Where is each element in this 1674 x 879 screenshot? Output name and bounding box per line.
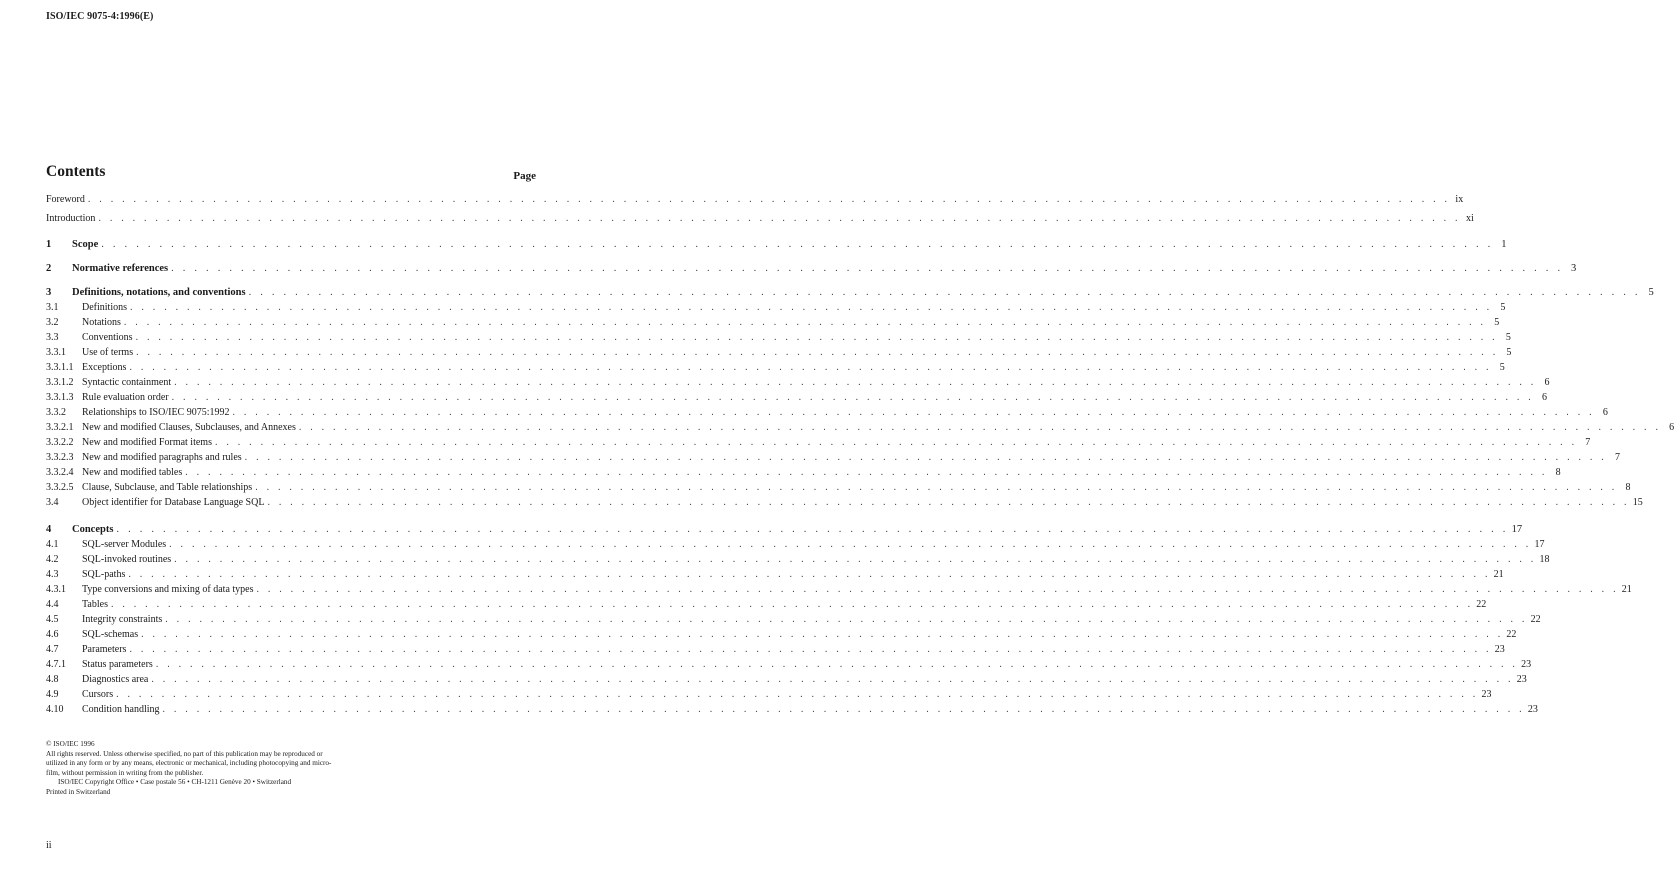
toc-entry-number: 3.3.1 [46, 347, 66, 358]
toc-entry-title: Relationships to ISO/IEC 9075:1992 [82, 407, 230, 418]
toc-entry-title: Scope [72, 239, 99, 250]
toc-leader-dots: . . . . . . . . . . . . . . . . . . . . . . . . . . . . . . . . . . . . . . . . . . . . . . . . . . . . . . . . . . . . . . . . . . . . . . . . . . . . . . . . . . . . . . . . . . . . . . . . . . . . . . . . . . . . . . . . . . . . . . . . [136, 347, 1499, 358]
toc-entry-page: 7 [1585, 437, 1591, 448]
toc-entry-title: New and modified paragraphs and rules [82, 452, 242, 463]
toc-entry-title: SQL-schemas [82, 629, 139, 640]
toc-entry-page: 23 [1494, 644, 1505, 655]
toc-leader-dots: . . . . . . . . . . . . . . . . . . . . . . . . . . . . . . . . . . . . . . . . . . . . . . . . . . . . . . . . . . . . . . . . . . . . . . . . . . . . . . . . . . . . . . . . . . . . . . . . . . . . . . . . . . . . . . . . . . . . . . . . [174, 554, 1537, 565]
toc-entry [46, 702, 1538, 717]
rights-line: utilized in any form or by any means, electronic or mechanical, including photocopying and micro- [46, 759, 332, 768]
toc-entry-page: 5 [1506, 347, 1512, 358]
toc-entry-number: 4.3.1 [46, 584, 66, 595]
toc-leader-dots: . . . . . . . . . . . . . . . . . . . . . . . . . . . . . . . . . . . . . . . . . . . . . . . . . . . . . . . . . . . . . . . . . . . . . . . . . . . . . . . . . . . . . . . . . . . . . . . . . . . . . . . . . . . . . . . . . . . . . . . . [171, 392, 1534, 403]
toc-entry-number: 4.10 [46, 704, 64, 715]
toc-entry-page: 18 [1539, 554, 1550, 565]
toc-leader-dots: . . . . . . . . . . . . . . . . . . . . . . . . . . . . . . . . . . . . . . . . . . . . . . . . . . . . . . . . . . . . . . . . . . . . . . . . . . . . . . . . . . . . . . . . . . . . . . . . . . . . . . . . . . . . . . . . . . . . . . . . [255, 482, 1618, 493]
toc-entry-number: 3.3.1.2 [46, 377, 74, 388]
toc-entry-title: New and modified tables [82, 467, 183, 478]
toc-entry [46, 627, 1517, 642]
toc-entry-page: 5 [1648, 287, 1654, 298]
toc-entry-number: 3 [46, 287, 52, 298]
toc-leader-dots: . . . . . . . . . . . . . . . . . . . . . . . . . . . . . . . . . . . . . . . . . . . . . . . . . . . . . . . . . . . . . . . . . . . . . . . . . . . . . . . . . . . . . . . . . . . . . . . . . . . . . . . . . . . . . . . . . . . . . . . . [129, 362, 1492, 373]
toc-entry-page: 7 [1614, 452, 1620, 463]
toc-leader-dots: . . . . . . . . . . . . . . . . . . . . . . . . . . . . . . . . . . . . . . . . . . . . . . . . . . . . . . . . . . . . . . . . . . . . . . . . . . . . . . . . . . . . . . . . . . . . . . . . . . . . . . . . . . . . . . . . . . . . . . . . [98, 213, 1461, 224]
toc-entry [46, 211, 1474, 226]
toc-entry-number: 1 [46, 239, 52, 250]
toc-entry [46, 360, 1505, 375]
toc-entry [46, 285, 1654, 300]
toc-entry-page: 6 [1544, 377, 1550, 388]
toc-entry-page: 23 [1516, 674, 1527, 685]
toc-entry-title: Foreword [46, 194, 85, 205]
toc-entry-title: Use of terms [82, 347, 134, 358]
toc-entry-number: 3.3.2.2 [46, 437, 74, 448]
toc-entry [46, 375, 1550, 390]
toc-entry-title: SQL-invoked routines [82, 554, 172, 565]
toc-leader-dots: . . . . . . . . . . . . . . . . . . . . . . . . . . . . . . . . . . . . . . . . . . . . . . . . . . . . . . . . . . . . . . . . . . . . . . . . . . . . . . . . . . . . . . . . . . . . . . . . . . . . . . . . . . . . . . . . . . . . . . . . [298, 422, 1662, 433]
toc-entry [46, 672, 1527, 687]
toc-entry-page: 6 [1669, 422, 1674, 433]
toc-leader-dots: . . . . . . . . . . . . . . . . . . . . . . . . . . . . . . . . . . . . . . . . . . . . . . . . . . . . . . . . . . . . . . . . . . . . . . . . . . . . . . . . . . . . . . . . . . . . . . . . . . . . . . . . . . . . . . . . . . . . . . . . [110, 599, 1474, 610]
toc-entry [46, 552, 1550, 567]
toc-entry-title: New and modified Format items [82, 437, 212, 448]
toc-leader-dots: . . . . . . . . . . . . . . . . . . . . . . . . . . . . . . . . . . . . . . . . . . . . . . . . . . . . . . . . . . . . . . . . . . . . . . . . . . . . . . . . . . . . . . . . . . . . . . . . . . . . . . . . . . . . . . . . . . . . . . . . [165, 614, 1528, 625]
toc-entry-title: Parameters [82, 644, 127, 655]
toc-entry-number: 3.3.2.1 [46, 422, 74, 433]
toc-leader-dots: . . . . . . . . . . . . . . . . . . . . . . . . . . . . . . . . . . . . . . . . . . . . . . . . . . . . . . . . . . . . . . . . . . . . . . . . . . . . . . . . . . . . . . . . . . . . . . . . . . . . . . . . . . . . . . . . . . . . . . . . [232, 407, 1595, 418]
toc-entry-number: 4.5 [46, 614, 59, 625]
toc-entry-number: 3.3.2.3 [46, 452, 74, 463]
toc-entry-number: 4.7.1 [46, 659, 66, 670]
toc-entry-page: 22 [1530, 614, 1541, 625]
toc-leader-dots: . . . . . . . . . . . . . . . . . . . . . . . . . . . . . . . . . . . . . . . . . . . . . . . . . . . . . . . . . . . . . . . . . . . . . . . . . . . . . . . . . . . . . . . . . . . . . . . . . . . . . . . . . . . . . . . . . . . . . . . . [169, 539, 1532, 550]
document-id-header: ISO/IEC 9075-4:1996(E) [46, 11, 154, 22]
toc-entry [46, 450, 1620, 465]
toc-entry [46, 315, 1500, 330]
toc-leader-dots: . . . . . . . . . . . . . . . . . . . . . . . . . . . . . . . . . . . . . . . . . . . . . . . . . . . . . . . . . . . . . . . . . . . . . . . . . . . . . . . . . . . . . . . . . . . . . . . . . . . . . . . . . . . . . . . . . . . . . . . . [171, 263, 1564, 274]
toc-entry [46, 687, 1492, 702]
toc-entry [46, 465, 1561, 480]
toc-entry-page: xi [1465, 213, 1474, 224]
toc-leader-dots: . . . . . . . . . . . . . . . . . . . . . . . . . . . . . . . . . . . . . . . . . . . . . . . . . . . . . . . . . . . . . . . . . . . . . . . . . . . . . . . . . . . . . . . . . . . . . . . . . . . . . . . . . . . . . . . . . . . . . . . . [101, 239, 1494, 250]
toc-entry [46, 642, 1505, 657]
toc-leader-dots: . . . . . . . . . . . . . . . . . . . . . . . . . . . . . . . . . . . . . . . . . . . . . . . . . . . . . . . . . . . . . . . . . . . . . . . . . . . . . . . . . . . . . . . . . . . . . . . . . . . . . . . . . . . . . . . . . . . . . . . . [128, 569, 1491, 580]
toc-entry [46, 192, 1464, 207]
toc-entry-number: 3.3.2.5 [46, 482, 74, 493]
toc-entry [46, 237, 1507, 252]
copyright-office-line: ISO/IEC Copyright Office • Case postale 56 • CH-1211 Genève 20 • Switzerland [58, 778, 292, 787]
rights-line: All rights reserved. Unless otherwise specified, no part of this publication may be reproduced or [46, 749, 323, 758]
toc-entry-title: Exceptions [82, 362, 127, 373]
toc-entry-title: New and modified Clauses, Subclauses, and Annexes [82, 422, 296, 433]
toc-leader-dots: . . . . . . . . . . . . . . . . . . . . . . . . . . . . . . . . . . . . . . . . . . . . . . . . . . . . . . . . . . . . . . . . . . . . . . . . . . . . . . . . . . . . . . . . . . . . . . . . . . . . . . . . . . . . . . . . . . . . . . . . [151, 674, 1514, 685]
toc-entry [46, 420, 1674, 435]
toc-entry [46, 582, 1632, 597]
toc-entry-title: Status parameters [82, 659, 153, 670]
toc-entry-number: 4.3 [46, 569, 59, 580]
copyright-line: © ISO/IEC 1996 [46, 740, 95, 748]
toc-entry-number: 2 [46, 263, 52, 274]
toc-leader-dots: . . . . . . . . . . . . . . . . . . . . . . . . . . . . . . . . . . . . . . . . . . . . . . . . . . . . . . . . . . . . . . . . . . . . . . . . . . . . . . . . . . . . . . . . . . . . . . . . . . . . . . . . . . . . . . . . . . . . . . . . [244, 452, 1607, 463]
toc-entry-number: 3.3.2.4 [46, 467, 74, 478]
toc-entry-number: 3.3.1.1 [46, 362, 74, 373]
printed-in-line: Printed in Switzerland [46, 787, 111, 796]
toc-entry-page: 17 [1511, 524, 1523, 535]
toc-leader-dots: . . . . . . . . . . . . . . . . . . . . . . . . . . . . . . . . . . . . . . . . . . . . . . . . . . . . . . . . . . . . . . . . . . . . . . . . . . . . . . . . . . . . . . . . . . . . . . . . . . . . . . . . . . . . . . . . . . . . . . . . [267, 497, 1630, 508]
toc-entry-page: 5 [1494, 317, 1500, 328]
toc-leader-dots: . . . . . . . . . . . . . . . . . . . . . . . . . . . . . . . . . . . . . . . . . . . . . . . . . . . . . . . . . . . . . . . . . . . . . . . . . . . . . . . . . . . . . . . . . . . . . . . . . . . . . . . . . . . . . . . . . . . . . . . . [87, 194, 1451, 205]
toc-entry-title: Definitions [82, 302, 127, 313]
toc-entry-title: Condition handling [82, 704, 160, 715]
toc-entry [46, 495, 1643, 510]
toc-entry-title: Definitions, notations, and conventions [72, 287, 246, 298]
copyright-notice [46, 740, 406, 798]
toc-entry [46, 480, 1631, 495]
toc-entry-number: 4.4 [46, 599, 59, 610]
toc-leader-dots: . . . . . . . . . . . . . . . . . . . . . . . . . . . . . . . . . . . . . . . . . . . . . . . . . . . . . . . . . . . . . . . . . . . . . . . . . . . . . . . . . . . . . . . . . . . . . . . . . . . . . . . . . . . . . . . . . . . . . . . . [185, 467, 1548, 478]
page-column-label: Page [513, 170, 536, 182]
toc-entry-title: Rule evaluation order [82, 392, 169, 403]
toc-entry-title: Object identifier for Database Language SQL [82, 497, 265, 508]
toc-entry-title: Clause, Subclause, and Table relationships [82, 482, 253, 493]
toc-entry-title: Diagnostics area [82, 674, 149, 685]
toc-entry-page: ix [1455, 194, 1464, 205]
toc-entry [46, 435, 1591, 450]
toc-entry-number: 4.6 [46, 629, 59, 640]
toc-entry-number: 4.7 [46, 644, 59, 655]
toc-entry [46, 330, 1511, 345]
toc-leader-dots: . . . . . . . . . . . . . . . . . . . . . . . . . . . . . . . . . . . . . . . . . . . . . . . . . . . . . . . . . . . . . . . . . . . . . . . . . . . . . . . . . . . . . . . . . . . . . . . . . . . . . . . . . . . . . . . . . . . . . . . . [135, 332, 1498, 343]
contents-title: Contents [46, 163, 106, 180]
toc-leader-dots: . . . . . . . . . . . . . . . . . . . . . . . . . . . . . . . . . . . . . . . . . . . . . . . . . . . . . . . . . . . . . . . . . . . . . . . . . . . . . . . . . . . . . . . . . . . . . . . . . . . . . . . . . . . . . . . . . . . . . . . . [248, 287, 1641, 298]
toc-entry-title: Conventions [82, 332, 133, 343]
toc-entry [46, 567, 1504, 582]
toc-entry [46, 612, 1541, 627]
toc-entry [46, 597, 1487, 612]
toc-entry-page: 1 [1501, 239, 1507, 250]
toc-entry [46, 405, 1608, 420]
toc-entry-page: 5 [1505, 332, 1511, 343]
toc-entry-number: 4.9 [46, 689, 59, 700]
toc-entry-page: 8 [1555, 467, 1561, 478]
toc-entry-number: 3.1 [46, 302, 59, 313]
toc-leader-dots: . . . . . . . . . . . . . . . . . . . . . . . . . . . . . . . . . . . . . . . . . . . . . . . . . . . . . . . . . . . . . . . . . . . . . . . . . . . . . . . . . . . . . . . . . . . . . . . . . . . . . . . . . . . . . . . . . . . . . . . . [174, 377, 1537, 388]
toc-entry-number: 3.2 [46, 317, 59, 328]
toc-entry-title: Integrity constraints [82, 614, 163, 625]
toc-entry [46, 261, 1577, 276]
toc-entry-title: Concepts [72, 524, 114, 535]
toc-entry-number: 3.3.1.3 [46, 392, 74, 403]
toc-entry-title: Cursors [82, 689, 114, 700]
toc-leader-dots: . . . . . . . . . . . . . . . . . . . . . . . . . . . . . . . . . . . . . . . . . . . . . . . . . . . . . . . . . . . . . . . . . . . . . . . . . . . . . . . . . . . . . . . . . . . . . . . . . . . . . . . . . . . . . . . . . . . . . . . . [123, 317, 1487, 328]
toc-leader-dots: . . . . . . . . . . . . . . . . . . . . . . . . . . . . . . . . . . . . . . . . . . . . . . . . . . . . . . . . . . . . . . . . . . . . . . . . . . . . . . . . . . . . . . . . . . . . . . . . . . . . . . . . . . . . . . . . . . . . . . . . [256, 584, 1619, 595]
toc-entry-page: 5 [1499, 362, 1505, 373]
rights-line: film, without permission in writing from the publisher. [46, 768, 204, 777]
toc-entry-number: 4.8 [46, 674, 59, 685]
toc-entry-page: 5 [1500, 302, 1506, 313]
toc-entry-page: 23 [1527, 704, 1538, 715]
toc-leader-dots: . . . . . . . . . . . . . . . . . . . . . . . . . . . . . . . . . . . . . . . . . . . . . . . . . . . . . . . . . . . . . . . . . . . . . . . . . . . . . . . . . . . . . . . . . . . . . . . . . . . . . . . . . . . . . . . . . . . . . . . . [116, 689, 1479, 700]
toc-entry-page: 6 [1602, 407, 1608, 418]
toc-leader-dots: . . . . . . . . . . . . . . . . . . . . . . . . . . . . . . . . . . . . . . . . . . . . . . . . . . . . . . . . . . . . . . . . . . . . . . . . . . . . . . . . . . . . . . . . . . . . . . . . . . . . . . . . . . . . . . . . . . . . . . . . [129, 644, 1492, 655]
toc-entry-page: 21 [1621, 584, 1632, 595]
toc-entry-page: 22 [1476, 599, 1487, 610]
toc-entry-page: 22 [1506, 629, 1517, 640]
toc-leader-dots: . . . . . . . . . . . . . . . . . . . . . . . . . . . . . . . . . . . . . . . . . . . . . . . . . . . . . . . . . . . . . . . . . . . . . . . . . . . . . . . . . . . . . . . . . . . . . . . . . . . . . . . . . . . . . . . . . . . . . . . . [141, 629, 1504, 640]
toc-entry-title: Tables [82, 599, 108, 610]
toc-entry [46, 657, 1532, 672]
toc-entry [46, 345, 1512, 360]
toc-entry-page: 17 [1534, 539, 1545, 550]
toc-entry-page: 23 [1481, 689, 1492, 700]
toc-entry-page: 8 [1625, 482, 1631, 493]
page-number: ii [46, 840, 52, 851]
toc-entry [46, 300, 1506, 315]
toc-entry-number: 4.1 [46, 539, 59, 550]
toc-leader-dots: . . . . . . . . . . . . . . . . . . . . . . . . . . . . . . . . . . . . . . . . . . . . . . . . . . . . . . . . . . . . . . . . . . . . . . . . . . . . . . . . . . . . . . . . . . . . . . . . . . . . . . . . . . . . . . . . . . . . . . . . [214, 437, 1578, 448]
toc-entry-page: 23 [1521, 659, 1532, 670]
toc-entry-page: 21 [1493, 569, 1504, 580]
toc-entry [46, 537, 1545, 552]
toc-entry-number: 4.2 [46, 554, 59, 565]
toc-entry-title: Syntactic containment [82, 377, 172, 388]
toc-entry-title: Introduction [46, 213, 96, 224]
toc-entry-number: 3.3 [46, 332, 59, 343]
toc-entry-title: SQL-paths [82, 569, 126, 580]
toc-entry-title: SQL-server Modules [82, 539, 167, 550]
toc-entry-title: Type conversions and mixing of data types [82, 584, 254, 595]
toc-leader-dots: . . . . . . . . . . . . . . . . . . . . . . . . . . . . . . . . . . . . . . . . . . . . . . . . . . . . . . . . . . . . . . . . . . . . . . . . . . . . . . . . . . . . . . . . . . . . . . . . . . . . . . . . . . . . . . . . . . . . . . . . [116, 524, 1509, 535]
toc-entry [46, 522, 1523, 537]
toc-leader-dots: . . . . . . . . . . . . . . . . . . . . . . . . . . . . . . . . . . . . . . . . . . . . . . . . . . . . . . . . . . . . . . . . . . . . . . . . . . . . . . . . . . . . . . . . . . . . . . . . . . . . . . . . . . . . . . . . . . . . . . . . [155, 659, 1519, 670]
toc-entry-title: Normative references [72, 263, 169, 274]
toc-entry-page: 15 [1632, 497, 1643, 508]
toc-leader-dots: . . . . . . . . . . . . . . . . . . . . . . . . . . . . . . . . . . . . . . . . . . . . . . . . . . . . . . . . . . . . . . . . . . . . . . . . . . . . . . . . . . . . . . . . . . . . . . . . . . . . . . . . . . . . . . . . . . . . . . . . [130, 302, 1493, 313]
toc-entry [46, 390, 1547, 405]
toc-entry-number: 4 [46, 524, 52, 535]
toc-leader-dots: . . . . . . . . . . . . . . . . . . . . . . . . . . . . . . . . . . . . . . . . . . . . . . . . . . . . . . . . . . . . . . . . . . . . . . . . . . . . . . . . . . . . . . . . . . . . . . . . . . . . . . . . . . . . . . . . . . . . . . . . [162, 704, 1525, 715]
toc-entry-number: 3.3.2 [46, 407, 66, 418]
toc-entry-page: 6 [1541, 392, 1547, 403]
toc-entry-title: Notations [82, 317, 121, 328]
toc-entry-page: 3 [1571, 263, 1577, 274]
toc-entry-number: 3.4 [46, 497, 59, 508]
